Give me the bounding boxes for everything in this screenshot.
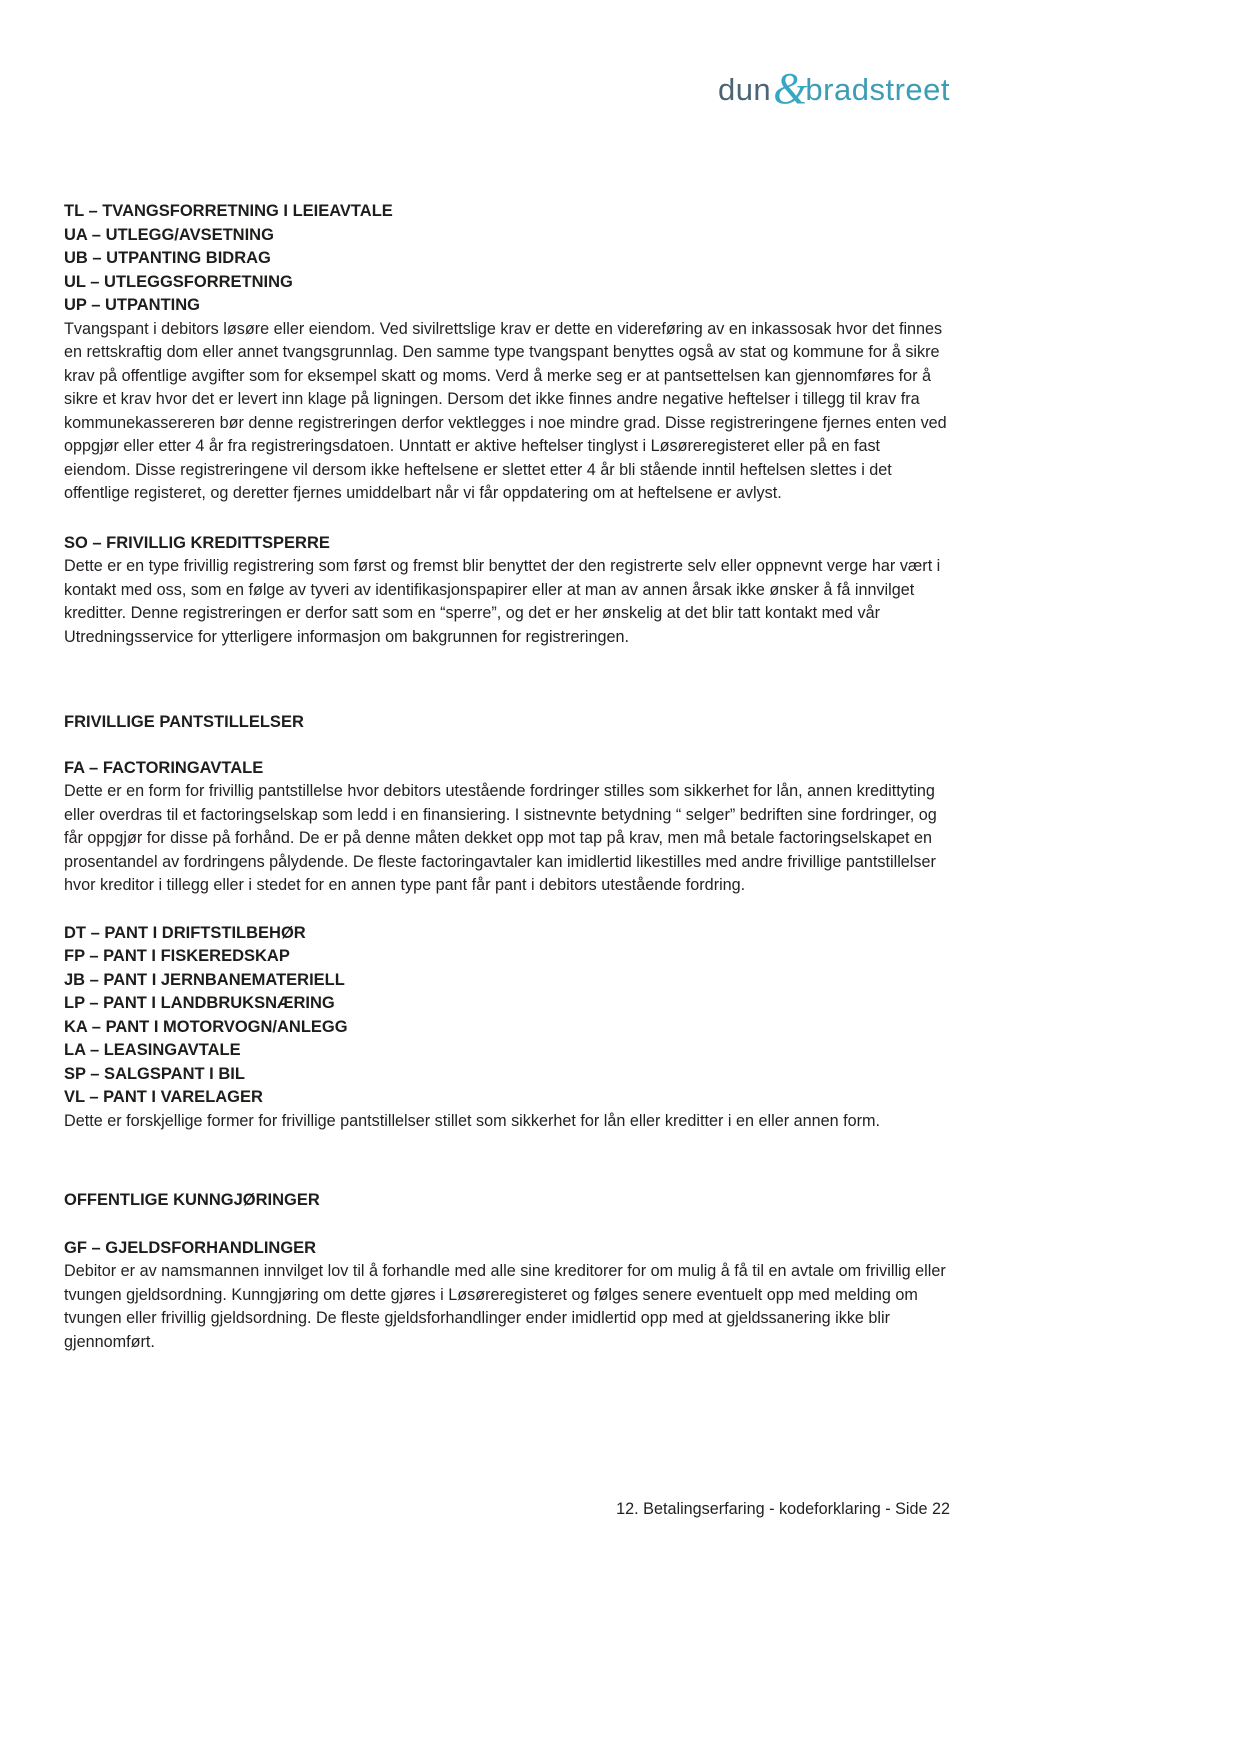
logo-text-bradstreet: bradstreet <box>805 72 950 107</box>
code-heading-so: SO – FRIVILLIG KREDITTSPERRE <box>64 533 330 552</box>
paragraph-kredittsperre: Dette er en type frivillig registrering som først og fremst blir benyttet der den registrerte selv eller oppnevnt verge har vært i kontakt med oss, som en følge av tyveri av identifikasjonspapirer eller at man av annen årsak ikke ønsker å få innvilget kreditter. Denne registreringen er derfor satt som en “sperre”, og det er her ønskelig at det blir tatt kontakt med vår Utredningsservice for ytterligere informasjon om bakgrunnen for registreringen. <box>64 557 941 646</box>
code-heading-ua: UA – UTLEGG/AVSETNING <box>64 225 274 244</box>
logo-ampersand-icon: & <box>773 64 808 113</box>
paragraph-gjeldsforhandlinger: Debitor er av namsmannen innvilget lov til å forhandle med alle sine kreditorer for om mulig å få til en avtale om frivillig eller tvungen gjeldsordning. Kunngjøring om dette gjøres i Løsøreregisteret og følges senere eventuelt opp med melding om tvungen eller frivillig gjeldsordning. De fleste gjeldsforhandlinger ender imidlertid opp med at gjeldssanering ikke blir gjennomført. <box>64 1262 946 1351</box>
footer-text: 12. Betalingserfaring - kodeforklaring - Side 22 <box>616 1500 950 1518</box>
section-so-kredittsperre <box>64 532 950 650</box>
code-heading-ka: KA – PANT I MOTORVOGN/ANLEGG <box>64 1017 348 1036</box>
page-footer <box>616 1498 950 1521</box>
code-heading-la: LA – LEASINGAVTALE <box>64 1041 241 1059</box>
section-fa-factoringavtale <box>64 757 950 898</box>
section-title-offentlige-kunngjoringer: OFFENTLIGE KUNNGJØRINGER <box>64 1191 320 1209</box>
code-heading-up: UP – UTPANTING <box>64 296 200 314</box>
document-content <box>64 200 950 1354</box>
section-gf-gjeldsforhandlinger <box>64 1237 950 1355</box>
section-pant-codes <box>64 922 950 1134</box>
dnb-logo <box>717 64 950 113</box>
paragraph-factoringavtale: Dette er en form for frivillig pantstillelse hvor debitors utestående fordringer stilles som sikkerhet for lån, annen kredittyting eller overdras til et factoringselskap som ledd i en finansiering. I sistnevnte betydning “ selger” bedriften sine fordringer, og får oppgjør for disse på forhånd. De er på denne måten dekket opp mot tap på krav, men må betale factoringselskapet en prosentandel av fordringens pålydende. De fleste factoringavtaler kan imidlertid likestilles med andre frivillige pantstillelser hvor kreditor i tillegg eller i stedet for en annen type pant får pant i debitors utestående fordring. <box>64 782 937 894</box>
code-heading-vl: VL – PANT I VARELAGER <box>64 1088 263 1106</box>
code-heading-tl: TL – TVANGSFORRETNING I LEIEAVTALE <box>64 202 393 220</box>
code-heading-ub: UB – UTPANTING BIDRAG <box>64 249 271 267</box>
logo-text-dun: dun <box>717 72 772 107</box>
code-heading-lp: LP – PANT I LANDBRUKSNÆRING <box>64 994 335 1012</box>
section-title-frivillige-pantstillelser: FRIVILLIGE PANTSTILLELSER <box>64 713 304 731</box>
code-heading-gf: GF – GJELDSFORHANDLINGER <box>64 1238 317 1257</box>
code-heading-fa: FA – FACTORINGAVTALE <box>64 758 264 777</box>
code-heading-fp: FP – PANT I FISKEREDSKAP <box>64 947 290 965</box>
paragraph-tvangsforretning: Tvangspant i debitors løsøre eller eiendom. Ved sivilrettslige krav er dette en videreføring av en inkassosak hvor det finnes en rettskraftig dom eller annet tvangsgrunnlag. Den samme type tvangspant benyttes også av stat og kommune for å sikre krav på offentlige avgifter som for eksempel skatt og moms. Verd å merke seg er at pantsettelsen kan gjennomføres for å sikre et krav hvor det er levert inn klage på ligningen. Dersom det ikke finnes andre negative heftelser i tillegg til krav fra kommunekassereren bør denne registreringen derfor vektlegges i noe mindre grad. Disse registreringene fjernes enten ved oppgjør eller etter 4 år fra registreringsdatoen. Unntatt er aktive heftelser tinglyst i Løsøreregisteret eller på en fast eiendom. Disse registreringene vil dersom ikke heftelsene er slettet etter 4 år bli stående inntil heftelsen slettes i det offentlige registeret, og deretter fjernes umiddelbart når vi får oppdatering om at heftelsene er avlyst. <box>64 319 947 502</box>
code-heading-sp: SP – SALGSPANT I BIL <box>64 1064 245 1083</box>
paragraph-pant-codes: Dette er forskjellige former for frivillige pantstillelser stillet som sikkerhet for lån eller kreditter i en eller annen form. <box>64 1111 880 1130</box>
code-heading-dt: DT – PANT I DRIFTSTILBEHØR <box>64 923 306 942</box>
code-heading-jb: JB – PANT I JERNBANEMATERIELL <box>64 970 345 989</box>
code-heading-ul: UL – UTLEGGSFORRETNING <box>64 272 293 291</box>
section-tvangsforretning-codes <box>64 200 950 506</box>
